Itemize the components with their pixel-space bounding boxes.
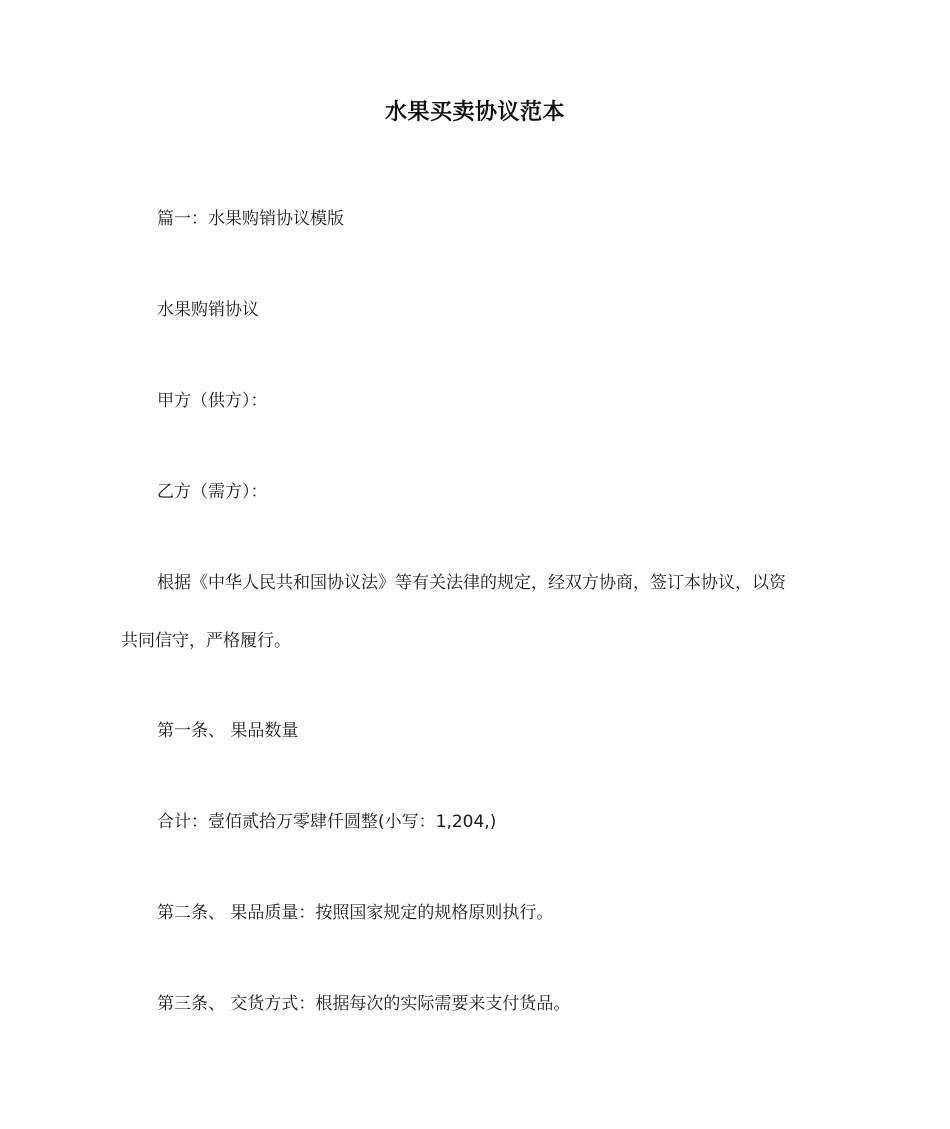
article-2-line: 第二条、 果品质量：按照国家规定的规格原则执行。 [157, 903, 554, 923]
party-a-line: 甲方（供方）： [157, 391, 268, 411]
document-title: 水果买卖协议范本 [384, 100, 565, 125]
article-1-heading: 第一条、 果品数量 [157, 721, 299, 741]
preamble-paragraph-continued: 共同信守，严格履行。 [121, 631, 291, 651]
preamble-paragraph: 根据《中华人民共和国协议法》等有关法律的规定，经双方协商，签订本协议，以资 [157, 573, 786, 593]
article-3-line: 第三条、 交货方式：根据每次的实际需要来支付货品。 [157, 994, 571, 1014]
section-heading: 篇一：水果购销协议模版 [157, 209, 344, 229]
party-b-line: 乙方（需方）： [157, 482, 268, 502]
total-amount-line: 合计：壹佰贰拾万零肆仟圆整(小写：1,204,) [157, 812, 497, 832]
agreement-name: 水果购销协议 [157, 300, 259, 320]
